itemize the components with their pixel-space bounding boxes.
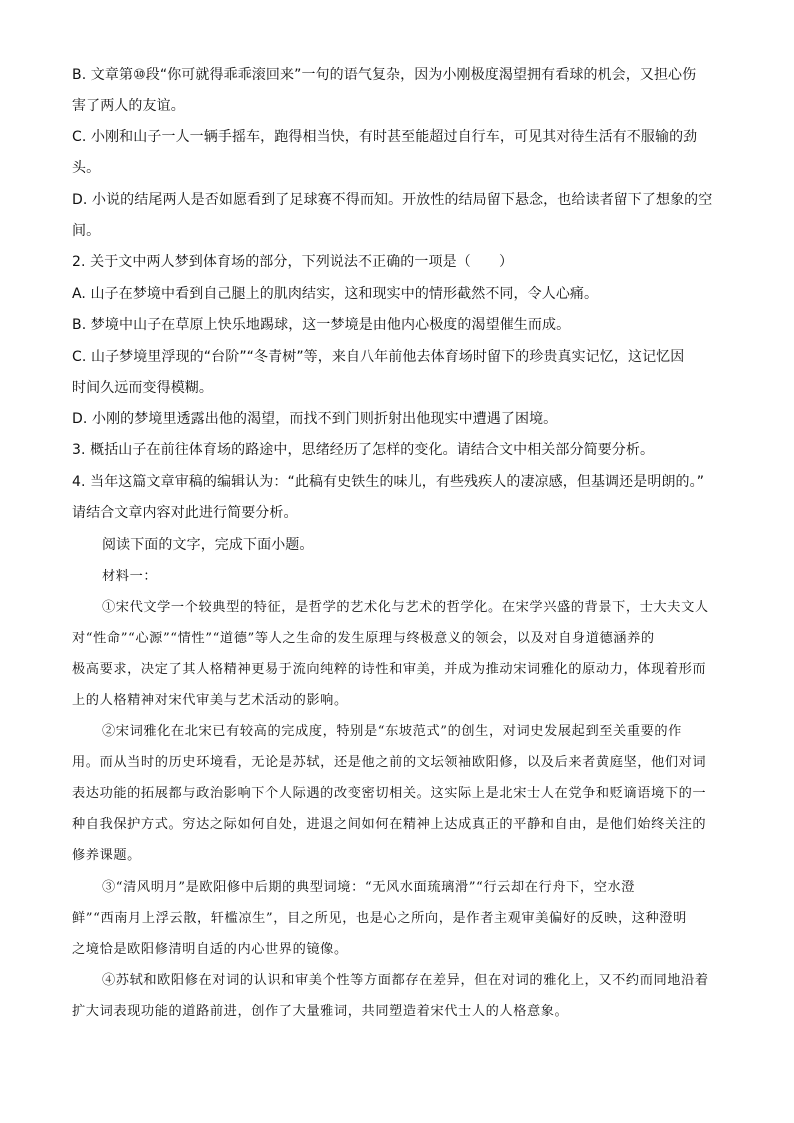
material-p3-line2: 鲜”“西南月上浮云散，轩槛凉生”，目之所见，也是心之所向，是作者主观审美偏好的反映，这种澄明 [72, 911, 687, 926]
q1-option-c-line2: 头。 [72, 160, 101, 176]
q4-line1: 4. 当年这篇文章审稿的编辑认为：“此稿有史铁生的味儿，有些残疾人的凄凉感，但基调还是明朗的。” [72, 474, 705, 490]
material-p3-line1: ③“清风明月”是欧阳修中后期的典型词境：“无风水面琉璃滑”“行云却在行舟下，空水澄 [102, 880, 636, 895]
material-p3-line3: 之境恰是欧阳修清明自适的内心世界的镜像。 [72, 942, 348, 957]
material-p2-line1: ②宋词雅化在北宋已有较高的完成度，特别是“东坡范式”的创生，对词史发展起到至关重要的作 [102, 724, 682, 739]
material-p1-line1: ①宋代文学一个较典型的特征，是哲学的艺术化与艺术的哲学化。在宋学兴盛的背景下，士大夫文人 [102, 600, 709, 615]
q2-option-b: B. 梦境中山子在草原上快乐地踢球，这一梦境是由他内心极度的渴望催生而成。 [72, 317, 571, 333]
material-heading: 材料一： [102, 569, 158, 584]
material-p2-line2: 用。而从当时的历史环境看，无论是苏轼，还是他之前的文坛领袖欧阳修，以及后来者黄庭坚，他们对词 [72, 755, 707, 770]
material-p2-line4: 种自我保护方式。穷达之际如何自处，进退之间如何在精神上达成真正的平静和自由，是他们始终关注的 [72, 817, 707, 832]
q1-option-b-line1: B. 文章第⑩段“你可就得乖乖滚回来”一句的语气复杂，因为小刚极度渴望拥有看球的机会，又担心伤 [72, 67, 697, 83]
q1-option-d-line2: 间。 [72, 223, 101, 239]
q2-option-a: A. 山子在梦境中看到自己腿上的肌肉结实，这和现实中的情形截然不同，令人心痛。 [72, 286, 599, 302]
material-p2-line3: 表达功能的拓展都与政治影响下个人际遇的改变密切相关。这实际上是北宋士人在党争和贬谪语境下的一 [72, 786, 707, 801]
reading-instruction: 阅读下面的文字，完成下面小题。 [102, 537, 314, 553]
q3-stem: 3. 概括山子在前往体育场的路途中，思绪经历了怎样的变化。请结合文中相关部分简要分析。 [72, 442, 655, 458]
q1-option-b-line2: 害了两人的友谊。 [72, 98, 185, 114]
q2-stem: 2. 关于文中两人梦到体育场的部分，下列说法不正确的一项是（ ） [72, 254, 514, 270]
material-p1-line4: 上的人格精神对宋代审美与艺术活动的影响。 [72, 693, 348, 708]
q4-line2: 请结合文章内容对此进行简要分析。 [72, 505, 298, 521]
q2-option-c-line1: C. 山子梦境里浮现的“台阶”“冬青树”等，来自八年前他去体育场时留下的珍贵真实记忆，这记忆因 [72, 349, 685, 365]
material-p4-line1: ④苏轼和欧阳修在对词的认识和审美个性等方面都存在差异，但在对词的雅化上，又不约而同地沿着 [102, 973, 709, 988]
material-p1-line2: 对“性命”“心源”“情性”“道德”等人之生命的发生原理与终极意义的领会，以及对自身道德涵养的 [72, 631, 655, 646]
q2-option-d: D. 小刚的梦境里透露出他的渴望，而找不到门则折射出他现实中遭遇了困境。 [72, 411, 558, 427]
q2-option-c-line2: 时间久远而变得模糊。 [72, 380, 213, 396]
material-p2-line5: 修养课题。 [72, 848, 141, 863]
material-p1-line3: 极高要求，决定了其人格精神更易于流向纯粹的诗性和审美，并成为推动宋词雅化的原动力，体现着形而 [72, 662, 707, 677]
material-p4-line2: 扩大词表现功能的道路前进，创作了大量雅词，共同塑造着宋代士人的人格意象。 [72, 1004, 569, 1019]
q1-option-d-line1: D. 小说的结尾两人是否如愿看到了足球赛不得而知。开放性的结局留下悬念，也给读者留下了想象的空 [72, 192, 713, 208]
q1-option-c-line1: C. 小刚和山子一人一辆手摇车，跑得相当快，有时甚至能超过自行车，可见其对待生活有不服输的劲 [72, 129, 698, 145]
